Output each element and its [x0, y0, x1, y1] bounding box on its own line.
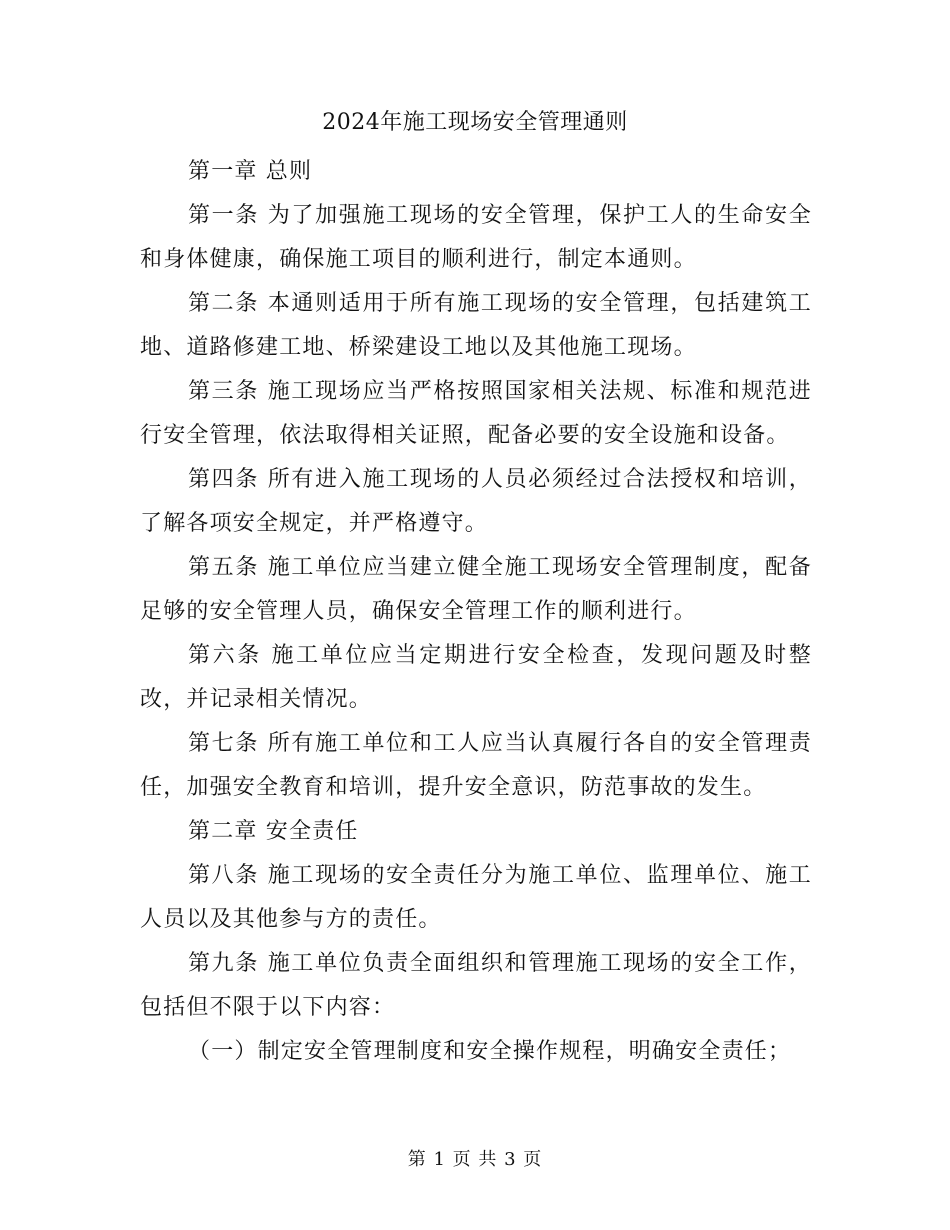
- article-2: 第二条 本通则适用于所有施工现场的安全管理，包括建筑工地、道路修建工地、桥梁建设工地以及其他施工现场。: [140, 291, 812, 360]
- article-5: 第五条 施工单位应当建立健全施工现场安全管理制度，配备足够的安全管理人员，确保安全管理工作的顺利进行。: [140, 555, 812, 624]
- article-4: 第四条 所有进入施工现场的人员必须经过合法授权和培训，了解各项安全规定，并严格遵守。: [140, 467, 812, 536]
- article-9: 第九条 施工单位负责全面组织和管理施工现场的安全工作，包括但不限于以下内容：: [140, 951, 812, 1020]
- chapter-heading-2: 第二章 安全责任: [188, 819, 359, 844]
- document-title: 2024年施工现场安全管理通则: [322, 110, 628, 135]
- page-number-footer: 第 1 页 共 3 页: [407, 1149, 543, 1170]
- article-6: 第六条 施工单位应当定期进行安全检查，发现问题及时整改，并记录相关情况。: [140, 643, 812, 712]
- article-8: 第八条 施工现场的安全责任分为施工单位、监理单位、施工人员以及其他参与方的责任。: [140, 863, 812, 932]
- chapter-heading-1: 第一章 总则: [188, 159, 313, 184]
- article-7: 第七条 所有施工单位和工人应当认真履行各自的安全管理责任，加强安全教育和培训，提升安全意识，防范事故的发生。: [140, 731, 812, 800]
- article-3: 第三条 施工现场应当严格按照国家相关法规、标准和规范进行安全管理，依法取得相关证照，配备必要的安全设施和设备。: [140, 379, 812, 448]
- article-1: 第一条 为了加强施工现场的安全管理，保护工人的生命安全和身体健康，确保施工项目的顺利进行，制定本通则。: [140, 203, 812, 272]
- article-9-item-1: （一）制定安全管理制度和安全操作规程，明确安全责任；: [188, 1039, 792, 1064]
